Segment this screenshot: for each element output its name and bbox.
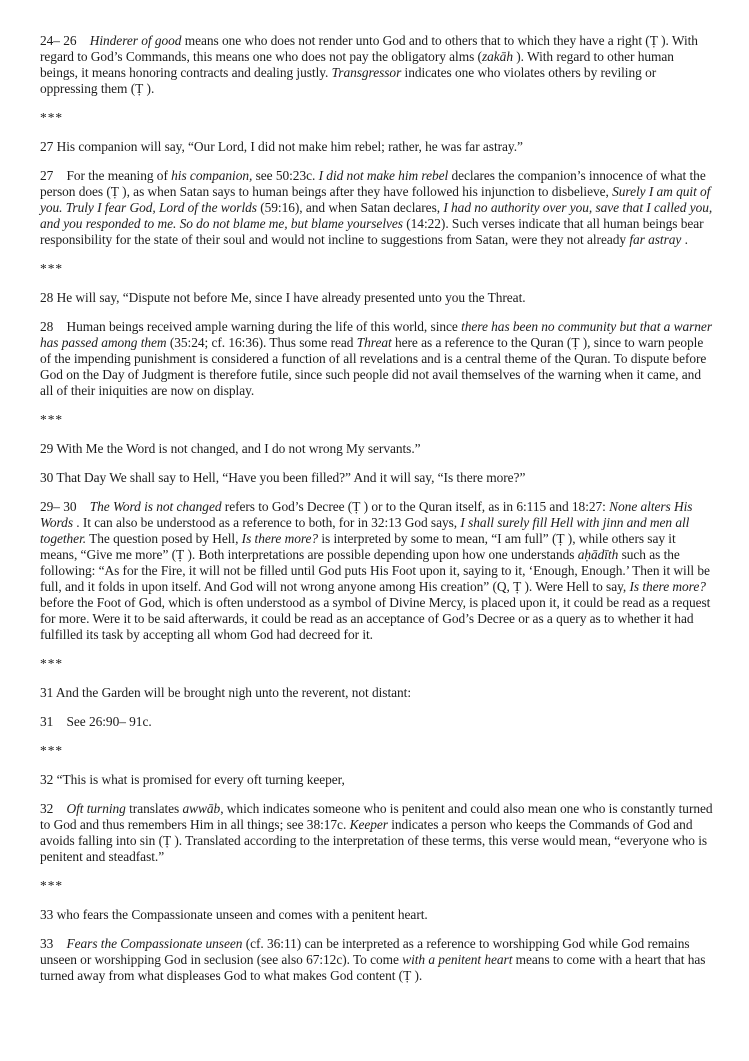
italic-text-run: The Word is not changed — [89, 499, 222, 514]
text-run: translates — [125, 801, 183, 816]
text-run: indicates one who violates others by reviling or oppressing them (Ṭ ). — [40, 65, 660, 96]
italic-text-run: I had no authority over you, save that I called you, and you responded to me. So do not blame me, but blame yourselves — [40, 200, 716, 231]
text-run: . It can also be understood as a reference to both, for in 32:13 God says, — [73, 515, 461, 530]
italic-text-run: I shall surely fill Hell with jinn and men all together. — [40, 515, 693, 546]
page-content — [40, 33, 714, 997]
italic-text-run: far astray — [629, 232, 682, 247]
text-run: 28 Human beings received ample warning during the life of this world, since — [40, 319, 462, 334]
verse-paragraph — [40, 685, 714, 701]
verse-paragraph — [40, 441, 714, 457]
italic-text-run: there has been no community but that a warner has passed among them — [40, 319, 716, 350]
commentary-paragraph — [40, 499, 714, 643]
italic-text-run: Is there more? — [241, 531, 319, 546]
text-run: 27 His companion will say, “Our Lord, I did not make him rebel; rather, he was far astray.” — [40, 139, 523, 154]
text-run: indicates a person who keeps the Commands of God and avoids falling into sin (Ṭ ). Translated according to the interpretation of these terms, this verse would mean, “everyone who is penitent and steadfast.” — [40, 817, 711, 864]
verse-paragraph — [40, 772, 714, 788]
text-run: 27 For the meaning of — [40, 168, 172, 183]
text-run: (14:22). Such verses indicate that all human beings bear responsibility for the state of their soul and would not incline to suggestions from Satan, were they not already — [40, 216, 707, 247]
commentary-paragraph — [40, 936, 714, 984]
italic-text-run: aḥādīth — [577, 547, 619, 562]
text-run: means to come with a heart that has turned away from what displeases God to what makes God content (Ṭ ). — [40, 952, 709, 983]
text-run: means one who does not render unto God and to others that to which they have a right (Ṭ ). With regard to God’s Commands, this means one who does not pay the obligatory alms ( — [40, 33, 702, 64]
text-run: 33 who fears the Compassionate unseen and comes with a penitent heart. — [40, 907, 428, 922]
text-run: The question posed by Hell, — [86, 531, 242, 546]
text-run: 31 See 26:90– 91c. — [40, 714, 152, 729]
text-run: see 50:23c. — [252, 168, 319, 183]
italic-text-run: Fears the Compassionate unseen — [66, 936, 243, 951]
italic-text-run: Oft turning — [66, 801, 126, 816]
section-separator: *** — [40, 878, 64, 893]
text-run: is interpreted by some to mean, “I am full” (Ṭ ), while others say it means, “Give me more” (Ṭ ). Both interpretations are possible depending upon how one understands — [40, 531, 679, 562]
commentary-paragraph — [40, 801, 714, 865]
italic-text-run: None alters His Words — [40, 499, 696, 530]
text-run: ). With regard to other human beings, it means honoring contracts and dealing justly. — [40, 49, 678, 80]
text-run: (59:16), and when Satan declares, — [256, 200, 444, 215]
italic-text-run: Is there more? — [629, 579, 706, 594]
text-run: 32 — [40, 801, 67, 816]
commentary-paragraph — [40, 714, 714, 730]
section-separator: *** — [40, 656, 64, 671]
verse-paragraph — [40, 907, 714, 923]
text-run: before the Foot of God, which is often understood as a symbol of Divine Mercy, is placed upon it, it could be read as a request for more. Were it to be said afterwards, it could be read as an acceptance of God’s Decree or as a query as to whether it had fulfilled its task by accepting all whom God had decreed for it. — [40, 579, 714, 642]
section-separator: *** — [40, 412, 64, 427]
italic-text-run: Hinderer of good — [89, 33, 182, 48]
text-run: 30 That Day We shall say to Hell, “Have you been filled?” And it will say, “Is there more?” — [40, 470, 526, 485]
italic-text-run: I did not make him rebel — [318, 168, 449, 183]
text-run: 29 With Me the Word is not changed, and I do not wrong My servants.” — [40, 441, 421, 456]
text-run: 28 He will say, “Dispute not before Me, since I have already presented unto you the Threat. — [40, 290, 526, 305]
text-run: , which indicates someone who is penitent and could also mean one who is constantly turned to God and thus remembers Him in all things; see 38:17c. — [40, 801, 716, 832]
text-run: 24– 26 — [40, 33, 90, 48]
text-run: 31 And the Garden will be brought nigh unto the reverent, not distant: — [40, 685, 411, 700]
section-separator: *** — [40, 743, 64, 758]
text-run: declares the companion’s innocence of what the person does (Ṭ ), as when Satan says to human beings after they have followed his injunction to disbelieve, — [40, 168, 710, 199]
text-run: refers to God’s Decree (Ṭ ) or to the Quran itself, as in 6:115 and 18:27: — [221, 499, 610, 514]
commentary-paragraph — [40, 33, 714, 97]
italic-text-run: awwāb — [182, 801, 221, 816]
text-run: 33 — [40, 936, 67, 951]
italic-text-run: Transgressor — [331, 65, 402, 80]
text-run: 32 “This is what is promised for every oft turning keeper, — [40, 772, 345, 787]
section-separator: *** — [40, 261, 64, 276]
italic-text-run: zakāh — [481, 49, 513, 64]
verse-paragraph — [40, 470, 714, 486]
italic-text-run: with a penitent heart — [402, 952, 513, 967]
italic-text-run: Surely I am quit of you. Truly I fear God, Lord of the worlds — [40, 184, 714, 215]
text-run: . — [681, 232, 688, 247]
italic-text-run: Threat — [356, 335, 392, 350]
text-run: here as a reference to the Quran (Ṭ ), since to warn people of the impending punishment is considered a function of all revelations and is a central theme of the Quran. To dispute before God on the Day of Judgment is therefore futile, since such people did not avail themselves of the warning when it came, and all of their iniquities are now on display. — [40, 335, 710, 398]
text-run: (cf. 36:11) can be interpreted as a reference to worshipping God while God remains unseen or worshipping God in seclusion (see also 67:12c). To come — [40, 936, 693, 967]
italic-text-run: his companion, — [171, 168, 253, 183]
section-separator: *** — [40, 110, 64, 125]
commentary-paragraph — [40, 168, 714, 248]
verse-paragraph — [40, 290, 714, 306]
commentary-paragraph — [40, 319, 714, 399]
text-run: such as the following: “As for the Fire, it will not be filled until God puts His Foot upon it, saying to it, ‘Enough, Enough.’ Then it will be full, and it folds in upon itself. And God will not wrong anyone among His creation” (Q, Ṭ ). Were Hell to say, — [40, 547, 714, 594]
italic-text-run: Keeper — [349, 817, 388, 832]
text-run: 29– 30 — [40, 499, 90, 514]
text-run: (35:24; cf. 16:36). Thus some read — [166, 335, 357, 350]
verse-paragraph — [40, 139, 714, 155]
